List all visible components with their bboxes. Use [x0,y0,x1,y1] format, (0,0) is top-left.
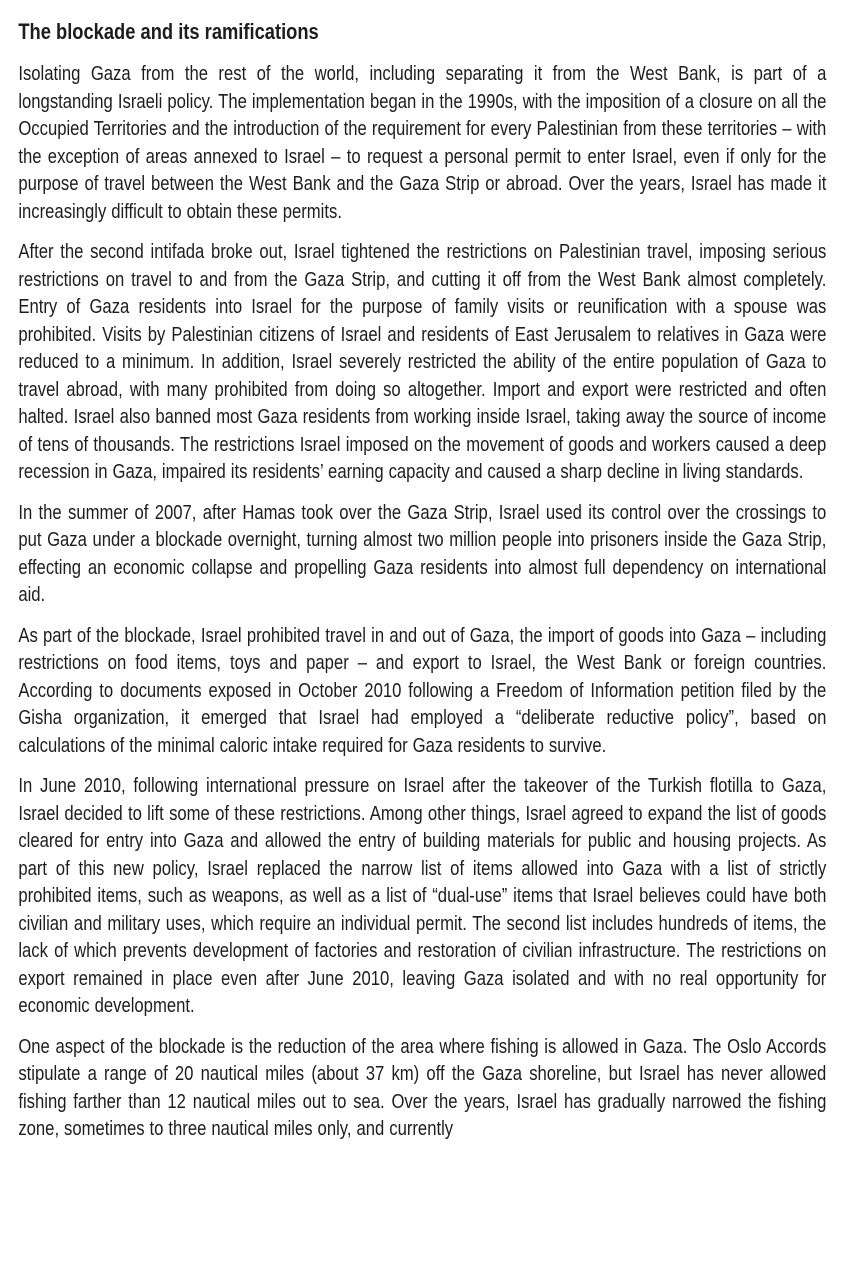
paragraph-fishing-zone: One aspect of the blockade is the reduction of the area where fishing is allowed in Gaza. The Oslo Accords stipulate a range of 20 nautical miles (about 37 km) off the Gaza shoreline, but Israel has never allowed fishing farther than 12 nautical miles out to sea. Over the years, Israel has gradually narrowed the fishing zone, sometimes to three nautical miles only, and currently [18,1035,827,1140]
paragraph-summer-2007: In the summer of 2007, after Hamas took over the Gaza Strip, Israel used its control over the crossings to put Gaza under a blockade overnight, turning almost two million people into prisoners inside the Gaza Strip, effecting an economic collapse and propelling Gaza residents into almost full dependency on international aid. [18,501,827,606]
paragraph-blockade-restrictions: As part of the blockade, Israel prohibited travel in and out of Gaza, the import of goods into Gaza – including restrictions on food items, toys and paper – and export to Israel, the West Bank or foreign countries. According to documents exposed in October 2010 following a Freedom of Information petition filed by the Gisha organization, it emerged that Israel had employed a “deliberate reductive policy”, based on calculations of the minimal caloric intake required for Gaza residents to survive. [18,624,827,757]
paragraph-isolating-gaza: Isolating Gaza from the rest of the world, including separating it from the West Bank, is part of a longstanding Israeli policy. The implementation began in the 1990s, with the imposition of a closure on all the Occupied Territories and the introduction of the requirement for every Palestinian from these territories – with the exception of areas annexed to Israel – to request a personal permit to enter Israel, even if only for the purpose of travel between the West Bank and the Gaza Strip or abroad. Over the years, Israel has made it increasingly difficult to obtain these permits. [18,63,827,223]
paragraph-june-2010: In June 2010, following international pressure on Israel after the takeover of the Turkish flotilla to Gaza, Israel decided to lift some of these restrictions. Among other things, Israel agreed to expand the list of goods cleared for entry into Gaza and allowed the entry of building materials for public and housing projects. As part of this new policy, Israel replaced the narrow list of items allowed into Gaza with a list of strictly prohibited items, such as weapons, as well as a list of “dual-use” items that Israel believes could have both civilian and military uses, which require an individual permit. The second list includes hundreds of items, the lack of which prevents development of factories and restoration of civilian infrastructure. The restrictions on export remained in place even after June 2010, leaving Gaza isolated and with no real opportunity for economic development. [18,775,827,1017]
section-heading: The blockade and its ramifications [18,19,319,44]
paragraph-second-intifada: After the second intifada broke out, Israel tightened the restrictions on Palestinian travel, imposing serious restrictions on travel to and from the Gaza Strip, and cutting it off from the West Bank almost completely. Entry of Gaza residents into Israel for the purpose of family visits or reunification with a spouse was prohibited. Visits by Palestinian citizens of Israel and residents of East Jerusalem to relatives in Gaza were reduced to a minimum. In addition, Israel severely restricted the ability of the entire population of Gaza to travel abroad, with many prohibited from doing so altogether. Import and export were restricted and often halted. Israel also banned most Gaza residents from working inside Israel, taking away the source of income of tens of thousands. The restrictions Israel imposed on the movement of goods and workers caused a deep recession in Gaza, impaired its residents’ earning capacity and caused a sharp decline in living standards. [18,241,827,483]
